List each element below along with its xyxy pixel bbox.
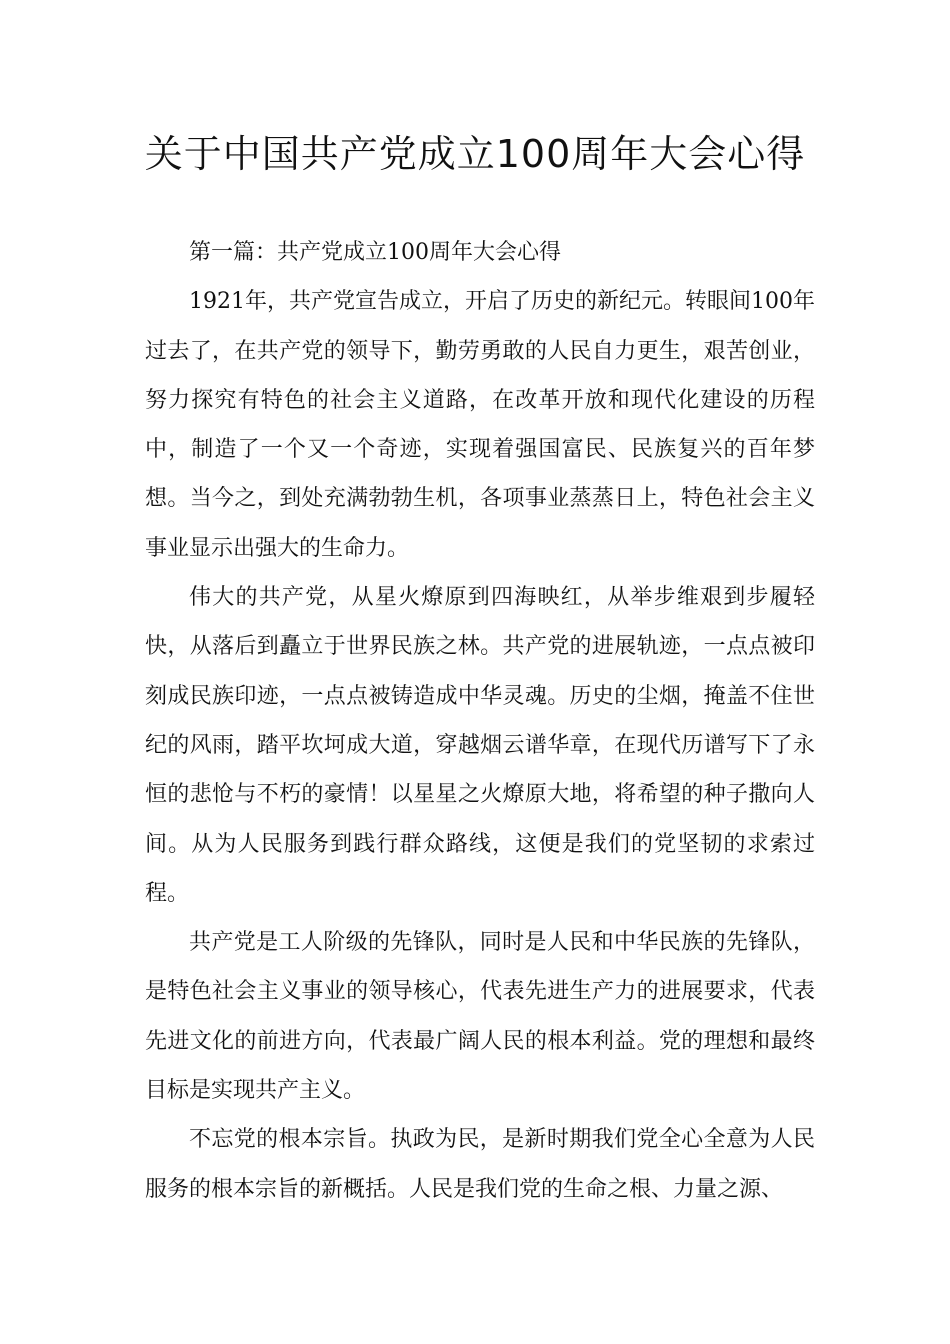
paragraph: 不忘党的根本宗旨。执政为民，是新时期我们党全心全意为人民服务的根本宗旨的新概括。人民是我们党的生命之根、力量之源、 (145, 1127, 815, 1202)
paragraph-subtitle: 第一篇：共产党成立100周年大会心得 (189, 240, 561, 265)
paragraph: 1921年，共产党宣告成立，开启了历史的新纪元。转眼间100年过去了，在共产党的领导下，勤劳勇敢的人民自力更生，艰苦创业，努力探究有特色的社会主义道路，在改革开放和现代化建设的历程中，制造了一个又一个奇迹，实现着强国富民、民族复兴的百年梦想。当今之，到处充满勃勃生机，各项事业蒸蒸日上，特色社会主义事业显示出强大的生命力。 (145, 289, 815, 561)
document-body (145, 228, 815, 1214)
document-title: 关于中国共产党成立100周年大会心得 (144, 132, 806, 176)
paragraph: 伟大的共产党，从星火燎原到四海映红，从举步维艰到步履轻快，从落后到矗立于世界民族之林。共产党的进展轨迹，一点点被印刻成民族印迹，一点点被铸造成中华灵魂。历史的尘烟，掩盖不住世纪的风雨，踏平坎坷成大道，穿越烟云谱华章，在现代历谱写下了永恒的悲怆与不朽的豪情！以星星之火燎原大地，将希望的种子撒向人间。从为人民服务到践行群众路线，这便是我们的党坚韧的求索过程。 (145, 585, 815, 906)
paragraph: 共产党是工人阶级的先锋队，同时是人民和中华民族的先锋队，是特色社会主义事业的领导核心，代表先进生产力的进展要求，代表先进文化的前进方向，代表最广阔人民的根本利益。党的理想和最终目标是实现共产主义。 (145, 930, 815, 1104)
